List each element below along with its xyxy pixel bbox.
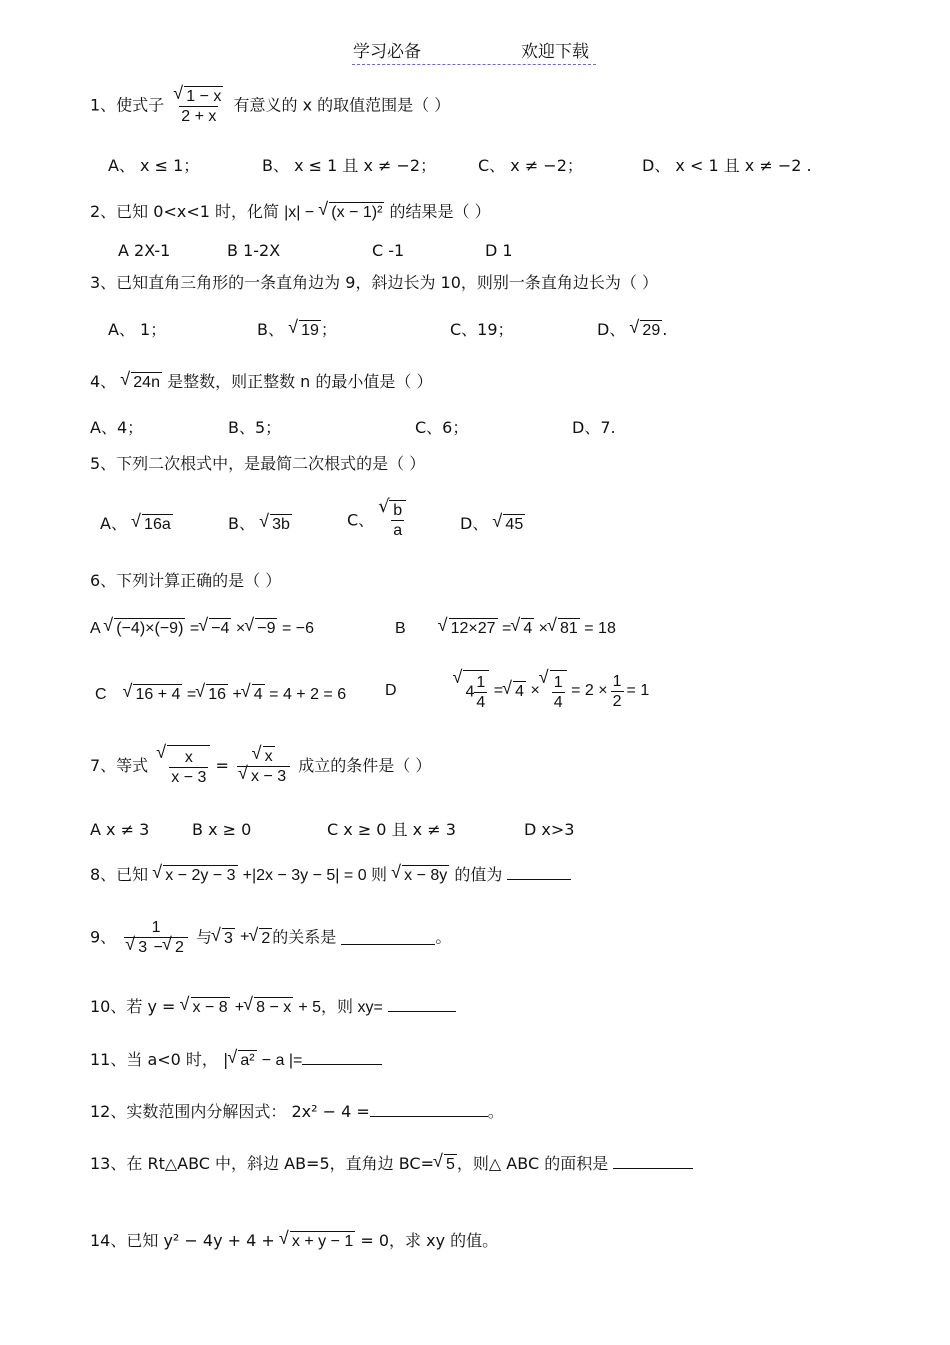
question-7 bbox=[90, 745, 431, 787]
q9-answer-blank[interactable] bbox=[341, 930, 435, 945]
q2-option-b: B 1-2X bbox=[227, 241, 281, 260]
q5-option-c-denominator: a bbox=[393, 522, 403, 540]
q6-option-d bbox=[385, 670, 649, 712]
q4-option-b: B、5； bbox=[228, 418, 282, 437]
q7-prefix: 7、等式 bbox=[90, 756, 149, 776]
question-9 bbox=[90, 918, 451, 957]
q1-option-c: C、 x ≠ −2； bbox=[478, 156, 583, 175]
q3-option-b bbox=[257, 320, 337, 340]
q1-denominator: 2 + x bbox=[181, 107, 217, 125]
q13-radical: √ 5 bbox=[444, 1154, 457, 1174]
q1-numerator: √ 1 − x bbox=[184, 86, 223, 106]
q1-option-d: D、 x < 1 且 x ≠ −2 . bbox=[642, 156, 812, 175]
q6-option-c-result: = 4 + 2 = 6 bbox=[269, 686, 347, 703]
q13-answer-blank[interactable] bbox=[613, 1154, 693, 1169]
q6-option-b-equals: = bbox=[501, 620, 512, 637]
q7-option-c: C x ≥ 0 且 x ≠ 3 bbox=[327, 820, 456, 839]
q5-option-a-label: A、 bbox=[100, 514, 127, 533]
q5-option-c bbox=[347, 500, 406, 540]
q10-answer-blank[interactable] bbox=[388, 997, 456, 1012]
q10-prefix: 10、若 y = bbox=[90, 997, 176, 1016]
q1-suffix: 有意义的 x 的取值范围是（ ） bbox=[233, 95, 451, 115]
q6-option-c-radical-2: √ 16 bbox=[206, 684, 228, 704]
q4-prefix: 4、 bbox=[90, 372, 117, 391]
q9-radical-b: √ 2 bbox=[259, 928, 272, 948]
q13-suffix: ，则△ ABC 的面积是 bbox=[456, 1154, 609, 1173]
q5-option-b bbox=[228, 514, 292, 534]
question-11 bbox=[90, 1050, 382, 1070]
q5-option-c-radical bbox=[389, 500, 406, 540]
q6-option-a-label: A bbox=[90, 620, 100, 637]
q6-option-d-whole: 4 bbox=[465, 683, 475, 701]
q6-option-d-equals-2: = 2 × bbox=[571, 682, 608, 700]
q4-option-d: D、7. bbox=[572, 418, 616, 437]
q6-option-a-equals: = bbox=[189, 620, 200, 637]
q2-option-a: A 2X-1 bbox=[118, 241, 171, 260]
q6-option-d-den-4: 2 bbox=[612, 692, 622, 710]
q7-option-a: A x ≠ 3 bbox=[90, 820, 150, 839]
q6-option-a-radical-2: √ −4 bbox=[209, 618, 231, 638]
q9-denominator-b: √ 2 bbox=[173, 938, 186, 957]
q5-option-d-radical: √ 45 bbox=[503, 514, 525, 534]
question-1 bbox=[90, 86, 450, 126]
q12-prefix: 12、实数范围内分解因式： 2x² − 4 = bbox=[90, 1102, 370, 1121]
q9-radical-a: √ 3 bbox=[222, 928, 235, 948]
q5-option-a-radical: √ 16a bbox=[142, 514, 173, 534]
q10-radical-2: √ 8 − x bbox=[254, 997, 293, 1017]
q7-option-b: B x ≥ 0 bbox=[192, 820, 252, 839]
q2-suffix: 的结果是（ ） bbox=[389, 202, 491, 221]
q4-option-a: A、4； bbox=[90, 418, 144, 437]
question-4 bbox=[90, 372, 432, 392]
q6-option-c-radical-3: √ 4 bbox=[252, 684, 265, 704]
q3-option-d bbox=[597, 320, 667, 340]
q8-radical-1: √ x − 2y − 3 bbox=[163, 865, 237, 885]
question-12 bbox=[90, 1102, 504, 1120]
q2-abs: |x| − bbox=[284, 204, 315, 221]
q9-prefix: 9、 bbox=[90, 927, 117, 947]
q6-option-d-times: × bbox=[530, 682, 540, 700]
q6-option-c-equals: = bbox=[186, 686, 197, 703]
question-5: 5、下列二次根式中，是最简二次根式的是（ ） bbox=[90, 454, 426, 473]
header-divider bbox=[352, 64, 596, 65]
q7-lhs-numerator: √ x bbox=[184, 749, 193, 766]
q9-denominator-minus: − bbox=[153, 939, 163, 957]
q10-suffix: + 5，则 xy= bbox=[298, 999, 383, 1016]
q8-middle: +|2x − 3y − 5| = 0 则 bbox=[242, 867, 388, 884]
question-13 bbox=[90, 1154, 693, 1174]
q4-suffix: 是整数，则正整数 n 的最小值是（ ） bbox=[167, 372, 433, 391]
q6-option-a bbox=[90, 618, 314, 638]
q7-rhs-numerator: √ x bbox=[263, 746, 275, 766]
q3-option-d-label: D、 bbox=[597, 320, 626, 339]
q10-plus: + bbox=[234, 999, 245, 1016]
question-3: 3、已知直角三角形的一条直角边为 9，斜边长为 10，则别一条直角边长为（ ） bbox=[90, 273, 658, 292]
q6-option-d-num-4: 1 bbox=[612, 672, 622, 690]
q3-option-d-suffix: . bbox=[662, 320, 668, 339]
q7-rhs-denominator: √ x − 3 bbox=[249, 767, 288, 786]
q1-fraction bbox=[172, 86, 225, 126]
q13-prefix: 13、在 Rt△ABC 中，斜边 AB=5，直角边 BC= bbox=[90, 1154, 434, 1173]
q6-option-c-plus: + bbox=[232, 686, 242, 703]
q7-suffix: 成立的条件是（ ） bbox=[298, 756, 432, 776]
q9-suffix: 的关系是 bbox=[272, 927, 337, 947]
q6-option-b-label: B bbox=[395, 620, 406, 637]
q6-option-b-radical-3: √ 81 bbox=[558, 618, 580, 638]
q6-option-d-radical-1 bbox=[463, 670, 489, 712]
q1-prefix: 1、使式子 bbox=[90, 95, 165, 115]
q7-option-d: D x>3 bbox=[524, 820, 575, 839]
q11-radical: √ a² bbox=[238, 1050, 256, 1070]
q2-radical: √ (x − 1)² bbox=[329, 202, 384, 222]
q3-option-b-radical: √ 19 bbox=[299, 320, 321, 340]
q6-option-b bbox=[395, 618, 616, 638]
q3-option-b-suffix: ； bbox=[320, 320, 337, 339]
q14-radical: √ x + y − 1 bbox=[290, 1231, 355, 1251]
q6-option-c bbox=[95, 684, 346, 704]
question-14 bbox=[90, 1231, 498, 1251]
q7-lhs-denominator: x − 3 bbox=[171, 769, 207, 787]
q6-option-a-radical-1: √ (−4)×(−9) bbox=[114, 618, 185, 638]
q5-option-c-label: C、 bbox=[347, 510, 375, 530]
q7-lhs-radical bbox=[167, 745, 210, 787]
q6-option-b-result: = 18 bbox=[584, 620, 616, 637]
q5-option-d bbox=[460, 514, 525, 534]
q6-option-d-den-3: 4 bbox=[553, 694, 563, 712]
q7-equals: = bbox=[215, 756, 229, 776]
q11-suffix: − a |= bbox=[261, 1052, 303, 1069]
q3-option-c: C、19； bbox=[450, 320, 514, 339]
q6-option-b-radical-2: √ 4 bbox=[521, 618, 534, 638]
q6-option-a-radical-3: √ −9 bbox=[255, 618, 277, 638]
q6-option-d-num-3: √ 1 bbox=[553, 674, 563, 691]
q11-answer-blank[interactable] bbox=[302, 1050, 382, 1065]
q4-radical: √ 24n bbox=[131, 372, 162, 392]
q12-answer-blank[interactable] bbox=[370, 1102, 488, 1117]
q9-numerator: 1 bbox=[151, 919, 161, 936]
q8-answer-blank[interactable] bbox=[507, 865, 571, 880]
q9-end: 。 bbox=[435, 927, 452, 947]
question-6: 6、下列计算正确的是（ ） bbox=[90, 571, 282, 590]
q10-radical-1: √ x − 8 bbox=[191, 997, 230, 1017]
q5-option-b-radical: √ 3b bbox=[270, 514, 292, 534]
q9-denominator-a: √ 3 bbox=[136, 938, 149, 957]
q2-option-d: D 1 bbox=[485, 241, 513, 260]
q6-option-a-times: × bbox=[235, 620, 246, 637]
q9-plus: + bbox=[240, 928, 250, 946]
q5-option-d-label: D、 bbox=[460, 514, 489, 533]
q5-option-c-numerator: √ b bbox=[393, 502, 403, 519]
q8-suffix: 的值为 bbox=[454, 865, 503, 884]
q1-option-a: A、 x ≤ 1； bbox=[108, 156, 200, 175]
q6-option-b-radical-1: √ 12×27 bbox=[449, 618, 498, 638]
q14-prefix: 14、已知 y² − 4y + 4 + bbox=[90, 1231, 275, 1250]
q2-option-c: C -1 bbox=[372, 241, 405, 260]
q11-prefix: 11、当 a<0 时， | bbox=[90, 1050, 229, 1069]
q6-option-a-result: = −6 bbox=[281, 620, 314, 637]
q6-option-d-result: = 1 bbox=[626, 682, 650, 700]
q8-prefix: 8、已知 bbox=[90, 865, 149, 884]
q6-option-c-radical-1: √ 16 + 4 bbox=[133, 684, 182, 704]
q6-option-d-equals: = bbox=[493, 682, 504, 700]
q6-option-d-radical-2: √ 4 bbox=[513, 681, 526, 701]
q14-suffix: = 0，求 xy 的值。 bbox=[360, 1231, 499, 1250]
question-10 bbox=[90, 997, 456, 1017]
q6-option-d-label: D bbox=[385, 682, 397, 700]
q3-option-a: A、 1； bbox=[108, 320, 167, 339]
q3-option-d-radical: √ 29 bbox=[640, 320, 662, 340]
q6-option-d-den-1: 4 bbox=[476, 694, 486, 712]
header-right: 欢迎下载 bbox=[521, 42, 589, 62]
q9-with: 与 bbox=[195, 927, 212, 947]
q3-option-b-label: B、 bbox=[257, 320, 284, 339]
header-left: 学习必备 bbox=[353, 42, 421, 62]
q6-option-c-label: C bbox=[95, 686, 107, 703]
question-8 bbox=[90, 865, 571, 885]
q8-radical-2: √ x − 8y bbox=[402, 865, 449, 885]
q12-end: 。 bbox=[487, 1102, 504, 1121]
q2-prefix: 2、已知 0<x<1 时，化简 bbox=[90, 202, 279, 221]
question-2 bbox=[90, 202, 491, 222]
q6-option-d-num-1: 1 bbox=[476, 674, 486, 691]
q6-option-d-radical-3 bbox=[550, 670, 567, 712]
q5-option-a bbox=[100, 514, 173, 534]
q4-option-c: C、6； bbox=[415, 418, 469, 437]
q5-option-b-label: B、 bbox=[228, 514, 255, 533]
q6-option-b-times: × bbox=[538, 620, 549, 637]
q1-option-b: B、 x ≤ 1 且 x ≠ −2； bbox=[262, 156, 437, 175]
